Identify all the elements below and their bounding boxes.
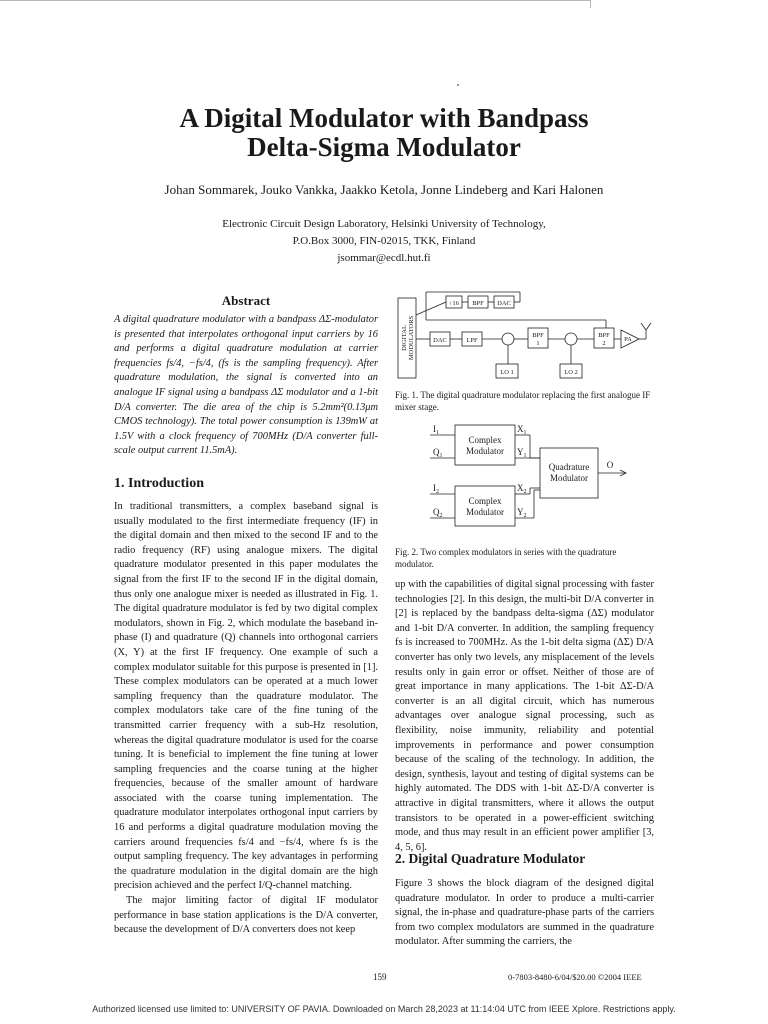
fig2-x2-label: $X_2$ [517, 483, 527, 495]
section-2-heading: 2. Digital Quadrature Modulator [395, 851, 586, 866]
scan-dot [457, 84, 459, 86]
fig2-cm1-label-1: Complex [468, 435, 502, 445]
fig2-y2-label: $Y_2$ [517, 507, 527, 519]
authors: Johan Sommarek, Jouko Vankka, Jaakko Ketola, Jonne Lindeberg and Kari Halonen [164, 182, 604, 197]
fig1-bpf2-label-b: 2 [602, 340, 606, 347]
license-footer: Authorized licensed use limited to: UNIVERSITY OF PAVIA. Downloaded on March 28,2023 at 11:14:04 UTC from IEEE Xplore. Restrictions apply. [92, 1004, 676, 1014]
intro-body [114, 500, 378, 938]
fig2-cm1-label-2: Modulator [466, 446, 504, 456]
figure-1-caption: Fig. 1. The digital quadrature modulator replacing the first analogue IF mixer stage. [395, 390, 651, 412]
mixer-2 [565, 333, 577, 345]
fig1-pa-label: PA [624, 336, 632, 343]
fig2-x1-label: $X_1$ [517, 424, 527, 436]
fig2-cm2-label-1: Complex [468, 496, 502, 506]
affiliation-line-1: Electronic Circuit Design Laboratory, Helsinki University of Technology, [222, 218, 546, 230]
fig2-qm-label-2: Modulator [550, 473, 588, 483]
fig1-dac-bottom-label: DAC [433, 337, 447, 344]
top-tick [590, 0, 591, 8]
fig1-interp-label: ↑16 [449, 300, 459, 307]
complex-modulator-2-block [455, 486, 515, 526]
fig1-bpf1-label-b: 1 [536, 340, 540, 347]
right-column-paragraph: up with the capabilities of digital signal processing with faster technologies [2]. In this design, the multi-bit D/A converter in [2] is replaced by the bandpass delta-sigma (ΔΣ) modulator and 1-bit D/A converter. In addition, the sampling frequency fs is increased to 700MHz. As the 1-bit delta sigma (ΔΣ) D/A converter has only two levels, any misplacement of the levels results only in gain error or offset. Neither of those are of great importance in many applications. The 1-bit ΔΣ-D/A converter is an all digital circuit, which has numerous advantages over analogue signal processing, such as flexibility, noise immunity, reliability and potential improvements in performance and power consumption because of the scaling of the technology. In addition, the design, synthesis, layout and testing of digital systems can be highly automated. The DDS with 1-bit ΔΣ-D/A converter is attractive in digital transmitters, where it allows the output transistors to be operated in a power-efficient switching mode, and thus may result in an efficient power amplifier [3, 4, 5, 6]. [395, 579, 654, 853]
fig1-lo1-label: LO 1 [500, 369, 514, 376]
abstract-text: A digital quadrature modulator with a bandpass ΔΣ-modulator is presented that interpolates orthogonal input carriers by 16 and performs a digital quadrature modulation at carrier frequencies fs/4, −fs/4, (fs is the sampling frequency). After quadrature modulation, the signal is converted into an analogue IF signal using a bandpass ΔΣ modulator and a 1-bit D/A converter. The die area of the chip is 5.2mm²(0.13μm CMOS technology). The total power consumption is 139mW at 1.5V with a clock frequency of 700MHz (D/A converter full-scale output current 11.5mA). [114, 314, 378, 457]
affiliation [0, 216, 768, 267]
fig1-bpf-label: BPF [472, 300, 484, 307]
fig2-cm2-label-2: Modulator [466, 507, 504, 517]
intro-paragraph-2: The major limiting factor of digital IF modulator performance in base station applications is the D/A converter, because the development of D/A converters does not keep [114, 895, 378, 936]
fig1-bpf2-label-a: BPF [598, 332, 610, 339]
mixer-1 [502, 333, 514, 345]
fig2-i2-label: $I_2$ [433, 483, 439, 495]
title-line-2: Delta-Sigma Modulator [247, 132, 521, 162]
fig1-bpf1-label-a: BPF [532, 332, 544, 339]
title-line-1: A Digital Modulator with Bandpass [179, 103, 589, 133]
fig1-lpf-label: LPF [466, 337, 478, 344]
fig2-q1-label: $Q_1$ [433, 447, 443, 459]
figure-2-caption: Fig. 2. Two complex modulators in series with the quadrature modulator. [395, 547, 617, 569]
top-rule [0, 0, 590, 1]
fig2-qm-label-1: Quadrature [548, 462, 590, 472]
figure-1-diagram [396, 290, 654, 382]
fig2-output-label: O [606, 460, 614, 470]
affiliation-line-2: P.O.Box 3000, FIN-02015, TKK, Finland [292, 235, 476, 247]
right-column-body [395, 578, 654, 855]
fig2-i1-label: $I_1$ [433, 424, 439, 436]
fig2-q2-label: $Q_2$ [433, 507, 443, 519]
figure-2-diagram [430, 420, 630, 530]
intro-heading: 1. Introduction [114, 476, 204, 491]
intro-paragraph-1: In traditional transmitters, a complex baseband signal is usually modulated to the first intermediate frequency (IF) in the digital domain and then mixed to the second IF and to the radio frequency (RF) using analogue mixers. The digital quadrature modulator presented in this paper modulates the signal from the first IF to the second IF in the digital domain, thus only one analogue mixer is needed as illustrated in Fig. 1. The digital quadrature modulator is fed by two digital complex modulators, shown in Fig. 2, which modulate the baseband in-phase (I) and quadrature (Q) channels into orthogonal carriers (X, Y) at the first IF frequency. One example of such a complex modulator suitable for this purpose is presented in [1]. These complex modulators can be operated at a much lower sampling frequency than the quadrature modulator. The complex modulators take care of the fine tuning of the transmitted carrier frequency with a sub-Hz resolution, whereas the digital quadrature modulator is used for the coarse tuning. It is beneficial to implement the fine tuning at lower sampling frequencies and the coarse tuning at the higher frequencies, because of the smaller amount of hardware associated with the coarse tuning implementation. The quadrature modulator interpolates orthogonal input carriers by 16 and performs a digital quadrature modulation moving the carriers around frequencies fs/4 and −fs/4, where fs is the output sampling frequency. The key advantages in performing the quadrature modulation in the digital domain are the high precision achieved and the perfect I/Q-channel matching. [114, 501, 378, 892]
section-2-body [395, 877, 654, 950]
copyright-notice: 0-7803-8480-6/04/$20.00 ©2004 IEEE [508, 972, 642, 982]
fig1-side-label-2: MODULATORS [408, 315, 415, 361]
fig2-y1-label: $Y_1$ [517, 447, 527, 459]
section-2-paragraph: Figure 3 shows the block diagram of the designed digital quadrature modulator. In order to produce a multi-carrier signal, the in-phase and quadrature-phase parts of the carriers from two complex modulators are summed in the quadrature modulator. After summing the carriers, the [395, 878, 654, 948]
paper-title [0, 104, 768, 162]
page-number: 159 [373, 972, 387, 982]
fig1-dac-top-label: DAC [497, 300, 511, 307]
complex-modulator-1-block [455, 425, 515, 465]
abstract-heading: Abstract [221, 293, 271, 308]
fig1-side-label-1: DIGITAL [401, 325, 408, 351]
abstract-body [114, 313, 378, 459]
fig1-lo2-label: LO 2 [564, 369, 578, 376]
email: jsommar@ecdl.hut.fi [337, 252, 431, 264]
